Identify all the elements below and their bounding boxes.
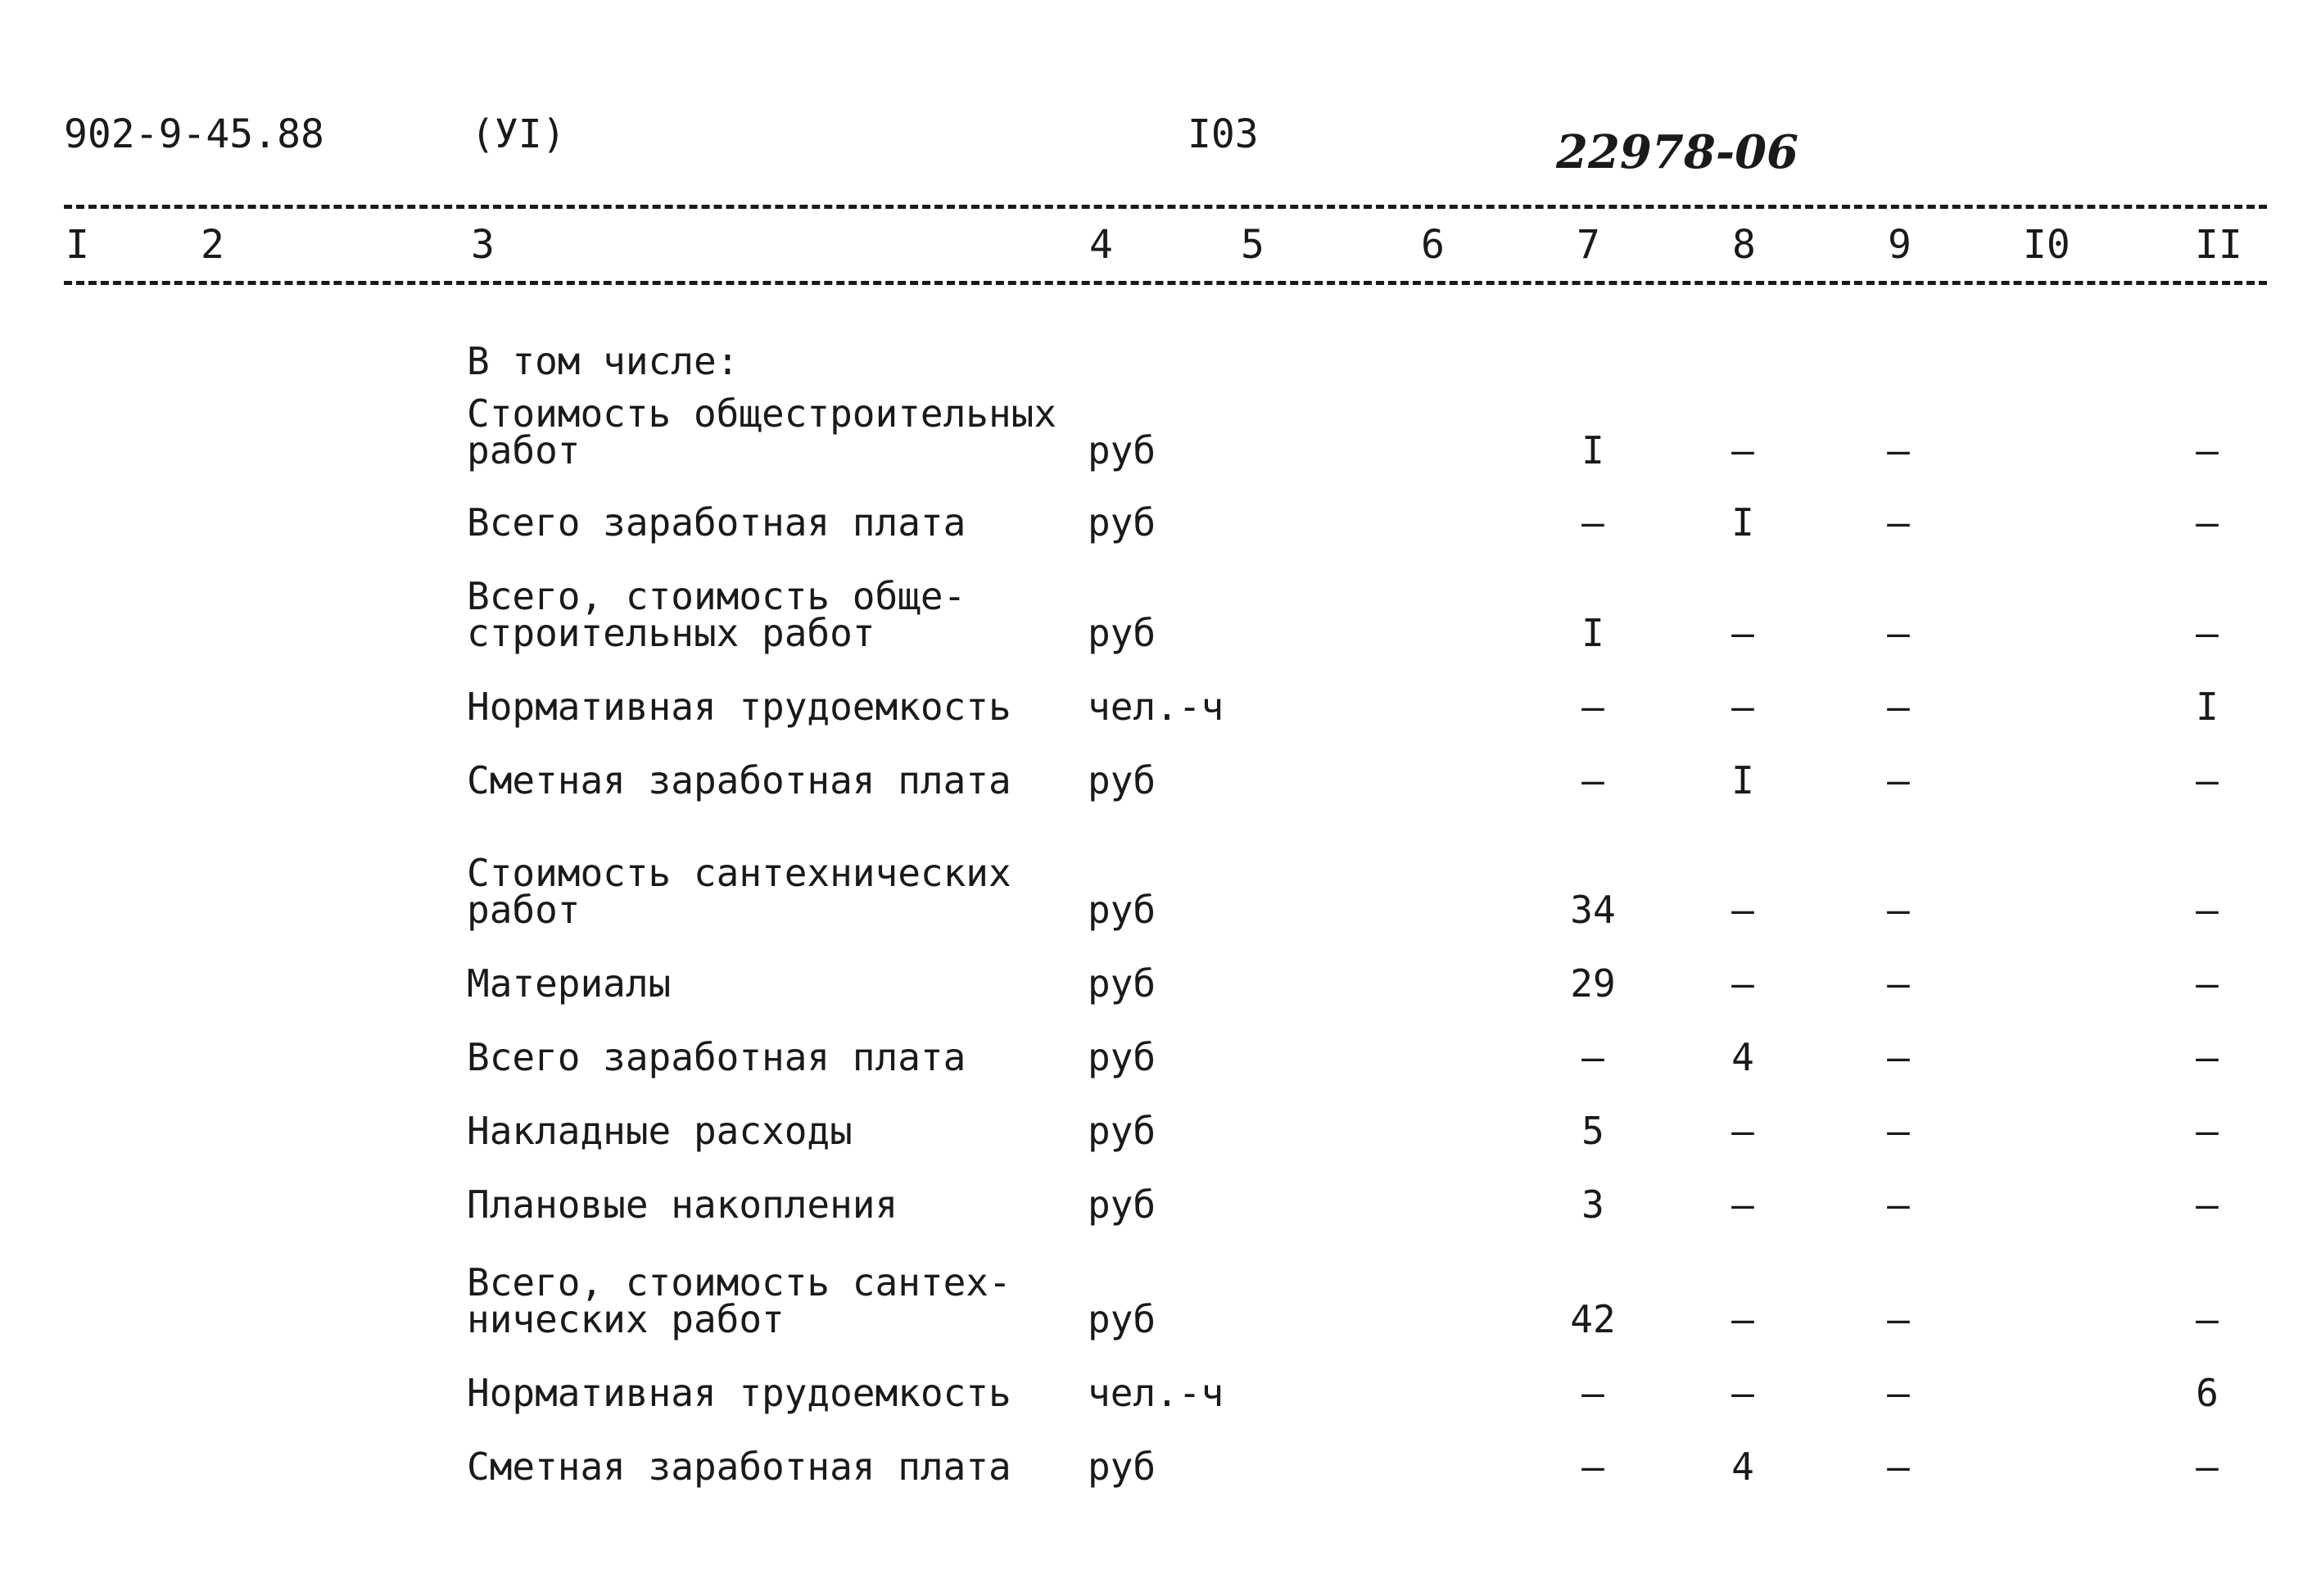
value-col-11: – [2196,1035,2219,1079]
value-col-8: 4 [1731,1035,1754,1079]
value-col-9: – [1887,1371,1910,1415]
value-col-8: – [1731,888,1754,932]
value-col-9: – [1887,428,1910,472]
row-label: Накладные расходы [467,1109,853,1153]
value-col-9: – [1887,758,1910,803]
value-col-11: – [2196,428,2219,472]
value-col-8: – [1731,685,1754,729]
row-unit: руб [1088,888,1156,932]
row-label: Всего, стоимость сантех- [467,1260,1011,1304]
row-label: Плановые накопления [467,1182,898,1227]
column-number: 3 [471,222,495,268]
value-col-8: – [1731,1371,1754,1415]
row-unit: чел.-ч [1088,1371,1224,1415]
value-col-7: 42 [1570,1297,1616,1341]
page-number: I03 [1188,111,1259,157]
row-label: работ [467,428,581,472]
column-number: 6 [1421,222,1445,268]
value-col-9: – [1887,500,1910,545]
value-col-9: – [1887,1035,1910,1079]
value-col-11: 6 [2196,1371,2219,1415]
document-code: 902-9-45.88 [64,111,324,157]
value-col-9: – [1887,1297,1910,1341]
section-number: (УI) [471,111,566,157]
value-col-8: I [1731,500,1754,545]
value-col-8: – [1731,1182,1754,1227]
value-col-11: – [2196,1297,2219,1341]
row-unit: руб [1088,1182,1156,1227]
value-col-8: – [1731,611,1754,655]
intro-text: В том числе: [467,339,740,383]
row-label: Материалы [467,961,672,1006]
value-col-8: – [1731,1109,1754,1153]
row-label: Стоимость сантехнических [467,851,1011,895]
value-col-7: I [1581,428,1604,472]
column-number: 4 [1089,222,1113,268]
row-unit: руб [1088,758,1156,803]
value-col-11: – [2196,961,2219,1006]
value-col-9: – [1887,611,1910,655]
value-col-11: – [2196,1109,2219,1153]
value-col-9: – [1887,1109,1910,1153]
value-col-9: – [1887,961,1910,1006]
value-col-7: 3 [1581,1182,1604,1227]
column-number: I0 [2023,222,2070,268]
value-col-11: – [2196,500,2219,545]
row-unit: руб [1088,1445,1156,1489]
inventory-number: 22978-06 [1556,125,1798,179]
value-col-7: 34 [1570,888,1616,932]
value-col-11: – [2196,888,2219,932]
value-col-8: – [1731,428,1754,472]
row-unit: руб [1088,611,1156,655]
value-col-11: – [2196,1445,2219,1489]
value-col-9: – [1887,685,1910,729]
value-col-8: – [1731,961,1754,1006]
value-col-7: – [1581,1035,1604,1079]
value-col-11: – [2196,758,2219,803]
row-unit: руб [1088,1109,1156,1153]
value-col-7: 29 [1570,961,1616,1006]
row-label: Стоимость общестроительных [467,391,1057,436]
row-label: Всего заработная плата [467,1035,966,1079]
value-col-7: – [1581,500,1604,545]
row-unit: руб [1088,1035,1156,1079]
row-label: Нормативная трудоемкость [467,1371,1011,1415]
column-number: 2 [201,222,224,268]
value-col-7: – [1581,1371,1604,1415]
column-number: 9 [1888,222,1912,268]
value-col-7: 5 [1581,1109,1604,1153]
value-col-8: I [1731,758,1754,803]
top-dashed-rule [64,205,2267,209]
value-col-8: – [1731,1297,1754,1341]
bottom-dashed-rule [64,281,2267,285]
row-unit: руб [1088,428,1156,472]
row-label: Сметная заработная плата [467,1445,1011,1489]
column-number: 7 [1577,222,1600,268]
row-label: нических работ [467,1297,785,1341]
value-col-9: – [1887,888,1910,932]
value-col-8: 4 [1731,1445,1754,1489]
row-unit: руб [1088,1297,1156,1341]
row-label: строительных работ [467,611,875,655]
row-unit: руб [1088,961,1156,1006]
column-number: I [66,222,89,268]
row-label: Сметная заработная плата [467,758,1011,803]
value-col-7: I [1581,611,1604,655]
value-col-9: – [1887,1182,1910,1227]
column-number: 5 [1241,222,1265,268]
value-col-11: – [2196,1182,2219,1227]
row-unit: чел.-ч [1088,685,1224,729]
value-col-7: – [1581,685,1604,729]
row-label: Всего, стоимость обще- [467,574,966,618]
value-col-11: – [2196,611,2219,655]
row-label: Нормативная трудоемкость [467,685,1011,729]
value-col-11: I [2196,685,2219,729]
column-number: 8 [1732,222,1756,268]
row-unit: руб [1088,500,1156,545]
column-number: II [2195,222,2242,268]
row-label: работ [467,888,581,932]
value-col-7: – [1581,758,1604,803]
value-col-7: – [1581,1445,1604,1489]
value-col-9: – [1887,1445,1910,1489]
row-label: Всего заработная плата [467,500,966,545]
